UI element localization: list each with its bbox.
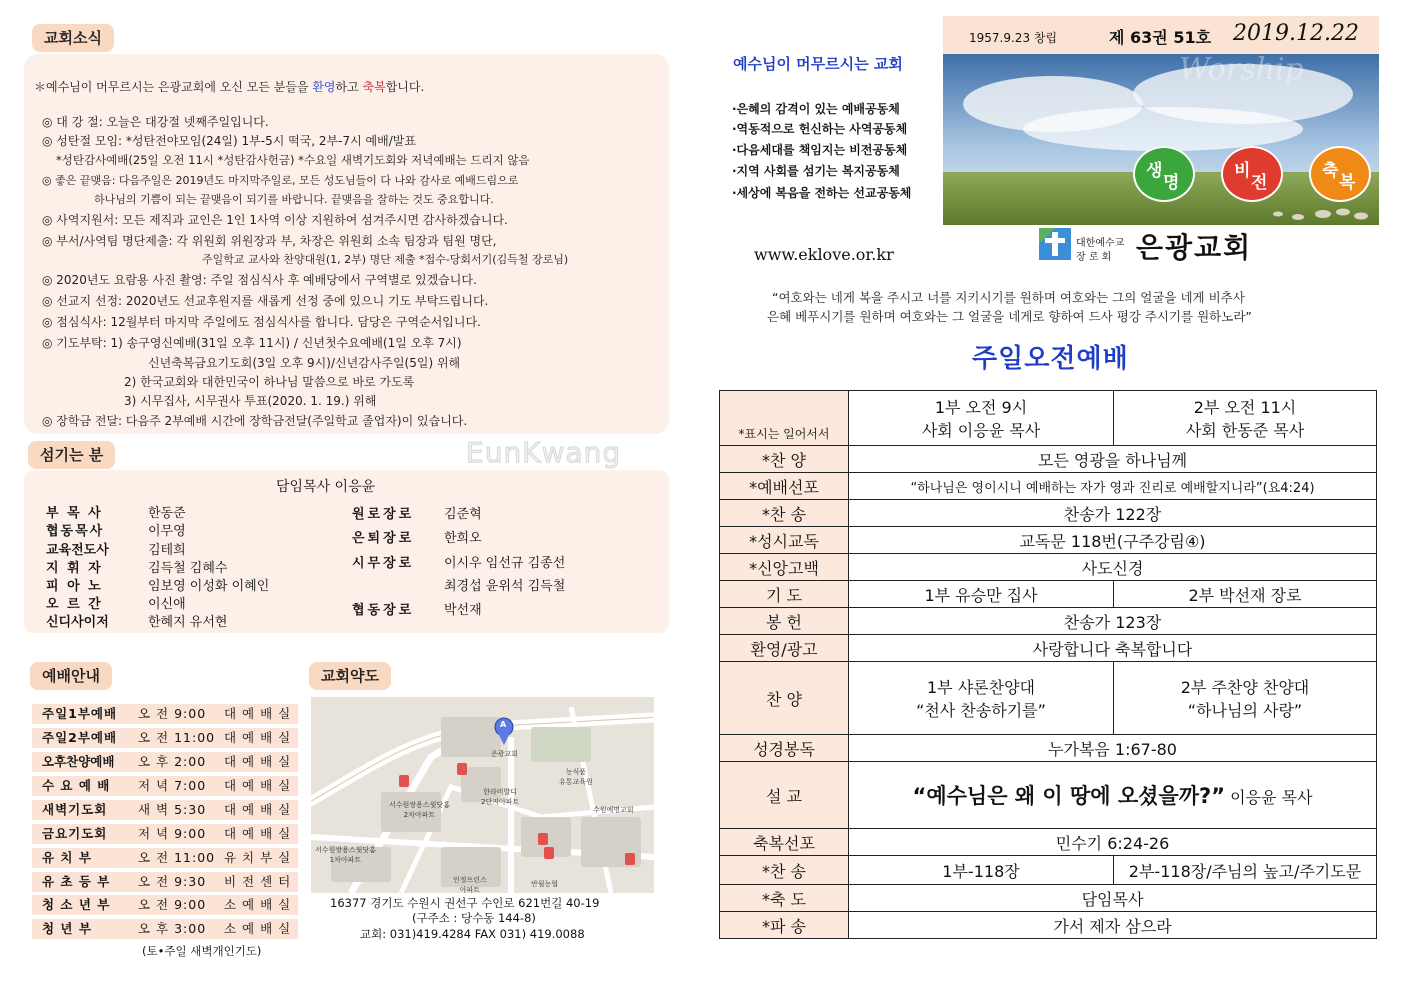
sermon-cell bbox=[849, 762, 1377, 829]
service-row bbox=[720, 662, 1377, 735]
first-service-header bbox=[849, 391, 1114, 446]
issue-number: 제 63권 51호 bbox=[1109, 28, 1212, 47]
worship-time: 오 전 9:00 bbox=[138, 897, 207, 912]
worship-row bbox=[32, 895, 298, 915]
news-item: ◎ 좋은 끝맺음: 다음주일은 2019년도 마지막주일로, 모든 성도님들이 다 나와 감사로 예배드림으로 bbox=[42, 174, 519, 187]
order-of-service-table bbox=[719, 390, 1377, 939]
staff-names: 김테희 bbox=[148, 543, 186, 558]
news-item: 주일학교 교사와 찬양대원(1, 2부) 명단 제출 *접수-당회서기(김득철 장로님) bbox=[202, 253, 569, 266]
badge-char: 복 bbox=[1339, 173, 1356, 193]
news-item: ◎ 대 강 절: 오늘은 대강절 넷째주일입니다. bbox=[42, 115, 269, 129]
service-row bbox=[720, 735, 1377, 762]
news-item: *성탄감사예배(25일 오전 11시 *성탄감사헌금) *수요일 새벽기도회와 저녁예배는 드리지 않음 bbox=[56, 153, 530, 167]
standing-note: *표시는 일어서서 bbox=[720, 391, 849, 446]
service-row bbox=[720, 829, 1377, 856]
staff-names: 임보영 이성화 이혜인 bbox=[148, 579, 270, 594]
staff-row bbox=[46, 611, 227, 630]
church-old-address: (구주소 : 당수동 144-8) bbox=[412, 911, 536, 925]
service-row bbox=[720, 473, 1377, 500]
worship-time: 저 녁 7:00 bbox=[138, 778, 207, 793]
worship-time: 새 벽 5:30 bbox=[138, 802, 207, 817]
church-address: 16377 경기도 수원시 권선구 수인로 621번길 40-19 bbox=[330, 896, 600, 910]
church-logo bbox=[1039, 228, 1071, 260]
service-label: 성경봉독 bbox=[720, 735, 849, 762]
service-label: *성시교독 bbox=[720, 527, 849, 554]
service-value: 모든 영광을 하나님께 bbox=[849, 446, 1377, 473]
worship-time: 오 전 11:00 bbox=[138, 730, 216, 745]
news-item: 신년축복금요기도회(3일 오후 9시)/신년감사주일(5일) 위해 bbox=[148, 356, 461, 370]
service-row bbox=[720, 635, 1377, 662]
worship-row bbox=[32, 872, 298, 892]
worship-place: 유 치 부 실 bbox=[224, 850, 292, 865]
map-apt2-label: 한라비발디 2단지아파트 bbox=[481, 788, 520, 806]
service-value-first: 1부 유승만 집사 bbox=[849, 581, 1114, 608]
service-value: 가서 제자 삼으라 bbox=[849, 912, 1377, 939]
staff-row bbox=[352, 599, 482, 618]
staff-role: 피 아 노 bbox=[46, 579, 103, 594]
service-value: 사도신경 bbox=[849, 554, 1377, 581]
motto-item: ·지역 사회를 섬기는 복지공동체 bbox=[732, 164, 900, 178]
church-name: 은광교회 bbox=[1136, 231, 1253, 264]
senior-pastor: 담임목사 이응윤 bbox=[276, 479, 376, 495]
cross-logo-icon bbox=[1039, 228, 1071, 260]
welcome-post: 합니다. bbox=[385, 80, 425, 94]
service-value: 민수기 6:24-26 bbox=[849, 829, 1377, 856]
worship-row bbox=[32, 704, 298, 724]
choir-name: 1부 샤론찬양대 bbox=[926, 678, 1035, 697]
worship-name: 청 소 년 부 bbox=[42, 897, 111, 912]
choir-song: “하나님의 사랑” bbox=[1187, 701, 1303, 720]
staff-names: 이신애 bbox=[148, 597, 186, 612]
staff-names: 한희오 bbox=[444, 531, 482, 546]
map-bank-label: 반월농협 bbox=[531, 880, 559, 888]
second-service-time: 2부 오전 11시 bbox=[1193, 398, 1297, 417]
service-value-first: 1부-118장 bbox=[849, 856, 1114, 885]
service-row bbox=[720, 762, 1377, 829]
motto-item: ·은혜의 감격이 있는 예배공동체 bbox=[732, 102, 900, 116]
service-header-row bbox=[720, 391, 1377, 446]
service-row bbox=[720, 581, 1377, 608]
staff-row bbox=[46, 539, 186, 558]
denomination-top: 대한예수교 bbox=[1076, 238, 1125, 249]
service-value: 교독문 118번(구주강림④) bbox=[849, 527, 1377, 554]
worship-name: 청 년 부 bbox=[42, 921, 92, 936]
website-link[interactable]: www.eklove.or.kr bbox=[754, 245, 894, 264]
staff-role: 부 목 사 bbox=[46, 506, 103, 521]
staff-role: 지 휘 자 bbox=[46, 561, 103, 576]
choir-name: 2부 주찬양 찬양대 bbox=[1180, 678, 1310, 697]
blessing-word: 축복 bbox=[362, 80, 386, 94]
founded-date: 1957.9.23 창립 bbox=[969, 31, 1058, 45]
service-label: 기 도 bbox=[720, 581, 849, 608]
worship-note: (토•주일 새벽개인기도) bbox=[142, 944, 262, 958]
badge-char: 명 bbox=[1163, 173, 1180, 193]
worship-place: 대 예 배 실 bbox=[224, 730, 292, 745]
worship-row bbox=[32, 919, 298, 939]
badge-blessing bbox=[1309, 146, 1371, 202]
news-item: ◎ 장학금 전달: 다음주 2부예배 시간에 장학금전달(주일학교 졸업자)이 있습니다. bbox=[42, 414, 468, 428]
badge-char: 전 bbox=[1251, 173, 1268, 193]
staff-row bbox=[46, 593, 186, 612]
staff-row bbox=[352, 527, 482, 546]
worship-row bbox=[32, 752, 298, 772]
worship-time: 오 전 9:30 bbox=[138, 874, 207, 889]
staff-role: 원로장로 bbox=[352, 507, 415, 522]
worship-place: 소 예 배 실 bbox=[224, 897, 292, 912]
badge-vision bbox=[1221, 146, 1283, 202]
service-label: 찬 양 bbox=[720, 662, 849, 735]
news-item: ◎ 선교지 선정: 2020년도 선교후원지를 새롭게 선정 중에 있으니 기도 부탁드립니다. bbox=[42, 294, 489, 308]
service-label: 환영/광고 bbox=[720, 635, 849, 662]
map-other-church-label: 수원예명교회 bbox=[593, 806, 634, 814]
staff-tab: 섬기는 분 bbox=[28, 441, 115, 469]
staff-row bbox=[46, 502, 186, 521]
denomination-bottom: 장 로 회 bbox=[1076, 252, 1112, 263]
worship-name: 새벽기도회 bbox=[42, 802, 108, 817]
service-value: 누가복음 1:67-80 bbox=[849, 735, 1377, 762]
church-phone: 교회: 031)419.4284 FAX 031) 419.0088 bbox=[360, 927, 585, 941]
staff-role: 교육전도사 bbox=[46, 543, 109, 558]
service-value: 찬송가 123장 bbox=[849, 608, 1377, 635]
staff-names: 이시우 임선규 김종선 bbox=[444, 556, 566, 571]
welcome-word: 환영 bbox=[312, 80, 336, 94]
worship-tab: 예배안내 bbox=[30, 662, 112, 690]
worship-row bbox=[32, 728, 298, 748]
worship-time: 오 후 2:00 bbox=[138, 754, 207, 769]
photo-watermark: Worship bbox=[1179, 54, 1304, 87]
service-value: 찬송가 122장 bbox=[849, 500, 1377, 527]
worship-place: 비 전 센 터 bbox=[224, 874, 292, 889]
staff-role: 신디사이저 bbox=[46, 615, 109, 630]
worship-name: 주일1부예배 bbox=[42, 706, 118, 721]
map-church-label: 은광교회 bbox=[491, 750, 519, 758]
second-service-leader: 사회 한동준 목사 bbox=[1185, 421, 1305, 440]
service-label: 봉 헌 bbox=[720, 608, 849, 635]
badge-char: 비 bbox=[1234, 161, 1251, 181]
eunkwang-watermark: EunKwang bbox=[466, 436, 622, 469]
staff-names: 김준혁 bbox=[444, 507, 482, 522]
service-row bbox=[720, 527, 1377, 554]
worship-place: 대 예 배 실 bbox=[224, 706, 292, 721]
staff-row bbox=[46, 557, 227, 576]
service-row bbox=[720, 554, 1377, 581]
staff-panel bbox=[24, 470, 669, 633]
staff-row bbox=[352, 552, 565, 571]
worship-row bbox=[32, 848, 298, 868]
staff-names: 김득철 김혜수 bbox=[148, 561, 228, 576]
service-row bbox=[720, 608, 1377, 635]
service-row bbox=[720, 500, 1377, 527]
worship-name: 오후찬양예배 bbox=[42, 754, 115, 769]
sermon-title: “예수님은 왜 이 땅에 오셨을까?” bbox=[912, 784, 1225, 808]
staff-names: 최경섭 윤위석 김득철 bbox=[444, 579, 566, 594]
service-label: 축복선포 bbox=[720, 829, 849, 856]
service-value-second: 2부 박선재 장로 bbox=[1114, 581, 1377, 608]
service-label: *찬 송 bbox=[720, 856, 849, 885]
staff-names: 박선재 bbox=[444, 603, 482, 618]
staff-row bbox=[46, 520, 186, 539]
worship-name: 수 요 예 배 bbox=[42, 778, 111, 793]
second-service-header bbox=[1114, 391, 1377, 446]
landscape-photo bbox=[943, 54, 1379, 225]
welcome-mid: 하고 bbox=[335, 80, 363, 94]
choir-song: “천사 찬송하기를” bbox=[916, 701, 1046, 720]
service-value: 담임목사 bbox=[849, 885, 1377, 912]
badge-char: 생 bbox=[1146, 161, 1163, 181]
blessing-verse-line1: “여호와는 네게 복을 주시고 너를 지키시기를 원하며 여호와는 그의 얼굴을 네게 비추사 bbox=[772, 290, 1245, 305]
service-row bbox=[720, 856, 1377, 885]
map-marker-label: A bbox=[500, 720, 507, 729]
service-title: 주일오전예배 bbox=[972, 344, 1129, 374]
news-item: 하나님의 기쁨이 되는 끝맺음이 되기를 바랍니다. 끝맺음을 잘하는 것도 중요합니다. bbox=[94, 193, 494, 206]
map-prince-label: 인정프린스 아파트 bbox=[453, 876, 487, 893]
worship-name: 주일2부예배 bbox=[42, 730, 118, 745]
staff-names: 이무영 bbox=[148, 524, 186, 539]
issue-header bbox=[943, 16, 1379, 54]
service-value-second: 2부-118장/주님의 높고/주기도문 bbox=[1114, 856, 1377, 885]
welcome-pre: ＊예수님이 머무르시는 은광교회에 오신 모든 분들을 bbox=[34, 80, 313, 94]
service-value-second bbox=[1114, 662, 1377, 735]
service-label: *신앙고백 bbox=[720, 554, 849, 581]
news-item: ◎ 성탄절 모임: *성탄전야모임(24일) 1부-5시 떡국, 2부-7시 예배/발표 bbox=[42, 134, 416, 148]
news-item: ◎ 사역지원서: 모든 제직과 교인은 1인 1사역 이상 지원하여 섬겨주시면 감사하겠습니다. bbox=[42, 213, 508, 227]
service-value: 사랑합니다 축복합니다 bbox=[849, 635, 1377, 662]
church-map[interactable] bbox=[311, 697, 654, 893]
staff-names: 한혜지 유서현 bbox=[148, 615, 228, 630]
sermon-preacher: 이응윤 목사 bbox=[1230, 788, 1313, 807]
worship-place: 대 예 배 실 bbox=[224, 778, 292, 793]
blessing-verse-line2: 은혜 베푸시기를 원하며 여호와는 그 얼굴을 네게로 향하여 드사 평강 주시기를 원하노라” bbox=[767, 309, 1252, 324]
service-label: 설 교 bbox=[720, 762, 849, 829]
motto-item: ·세상에 복음을 전하는 선교공동체 bbox=[732, 186, 912, 200]
service-value: “하나님은 영이시니 예배하는 자가 영과 진리로 예배할지니라”(요4:24) bbox=[849, 473, 1377, 500]
worship-time: 오 전 11:00 bbox=[138, 850, 216, 865]
map-apt1-label: 서수원쌍용스윗닷홈 2차아파트 bbox=[389, 801, 450, 819]
staff-role: 시무장로 bbox=[352, 556, 415, 571]
service-label: *찬 양 bbox=[720, 446, 849, 473]
badge-char: 축 bbox=[1322, 161, 1339, 181]
service-value-first bbox=[849, 662, 1114, 735]
staff-row bbox=[352, 503, 482, 522]
news-panel bbox=[24, 54, 669, 434]
first-service-leader: 사회 이응윤 목사 bbox=[921, 421, 1041, 440]
welcome-line bbox=[34, 78, 424, 95]
motto-title: 예수님이 머무르시는 교회 bbox=[733, 55, 903, 73]
first-service-time: 1부 오전 9시 bbox=[934, 398, 1028, 417]
service-label: *찬 송 bbox=[720, 500, 849, 527]
news-item: ◎ 2020년도 요람용 사진 촬영: 주일 점심식사 후 예배당에서 구역별로 있겠습니다. bbox=[42, 273, 477, 287]
service-row bbox=[720, 446, 1377, 473]
staff-role: 오 르 간 bbox=[46, 597, 103, 612]
staff-role: 협동장로 bbox=[352, 603, 415, 618]
news-tab: 교회소식 bbox=[32, 24, 114, 52]
service-label: *파 송 bbox=[720, 912, 849, 939]
worship-row bbox=[32, 776, 298, 796]
worship-time: 오 후 3:00 bbox=[138, 921, 207, 936]
motto-item: ·다음세대를 책임지는 비전공동체 bbox=[732, 143, 908, 157]
staff-role: 협동목사 bbox=[46, 524, 105, 539]
worship-name: 금요기도회 bbox=[42, 826, 108, 841]
news-item: 3) 시무집사, 시무권사 투표(2020. 1. 19.) 위해 bbox=[124, 394, 377, 408]
service-row bbox=[720, 885, 1377, 912]
worship-time: 저 녁 9:00 bbox=[138, 826, 207, 841]
staff-row bbox=[46, 575, 269, 594]
news-item: 2) 한국교회와 대한민국이 하나님 말씀으로 바로 가도록 bbox=[124, 375, 415, 389]
worship-place: 대 예 배 실 bbox=[224, 802, 292, 817]
map-apt3-label: 서수원쌍용스윗닷홈 1차아파트 bbox=[315, 846, 376, 864]
staff-names: 한동준 bbox=[148, 506, 186, 521]
worship-name: 유 치 부 bbox=[42, 850, 92, 865]
worship-name: 유 초 등 부 bbox=[42, 874, 111, 889]
map-edu-label: 농식품 유통교육원 bbox=[559, 768, 593, 786]
news-item: ◎ 기도부탁: 1) 송구영신예배(31일 오후 11시) / 신년첫수요예배(1일 오후 7시) bbox=[42, 336, 462, 350]
service-row bbox=[720, 912, 1377, 939]
staff-row bbox=[352, 575, 565, 594]
badge-life bbox=[1133, 146, 1195, 202]
worship-time: 오 전 9:00 bbox=[138, 706, 207, 721]
worship-place: 소 예 배 실 bbox=[224, 921, 292, 936]
worship-row bbox=[32, 824, 298, 844]
worship-place: 대 예 배 실 bbox=[224, 754, 292, 769]
service-label: *축 도 bbox=[720, 885, 849, 912]
news-item: ◎ 점심식사: 12월부터 마지막 주일에도 점심식사를 합니다. 담당은 구역순서입니다. bbox=[42, 315, 481, 329]
directions-tab: 교회약도 bbox=[309, 662, 391, 690]
worship-row bbox=[32, 800, 298, 820]
worship-place: 대 예 배 실 bbox=[224, 826, 292, 841]
news-item: ◎ 부서/사역팀 명단제출: 각 위원회 위원장과 부, 차장은 위원회 소속 팀장과 팀원 명단, bbox=[42, 234, 497, 248]
motto-item: ·역동적으로 헌신하는 사역공동체 bbox=[732, 122, 908, 136]
service-label: *예배선포 bbox=[720, 473, 849, 500]
issue-date: 2019.12.22 bbox=[1233, 21, 1359, 46]
staff-role: 은퇴장로 bbox=[352, 531, 415, 546]
